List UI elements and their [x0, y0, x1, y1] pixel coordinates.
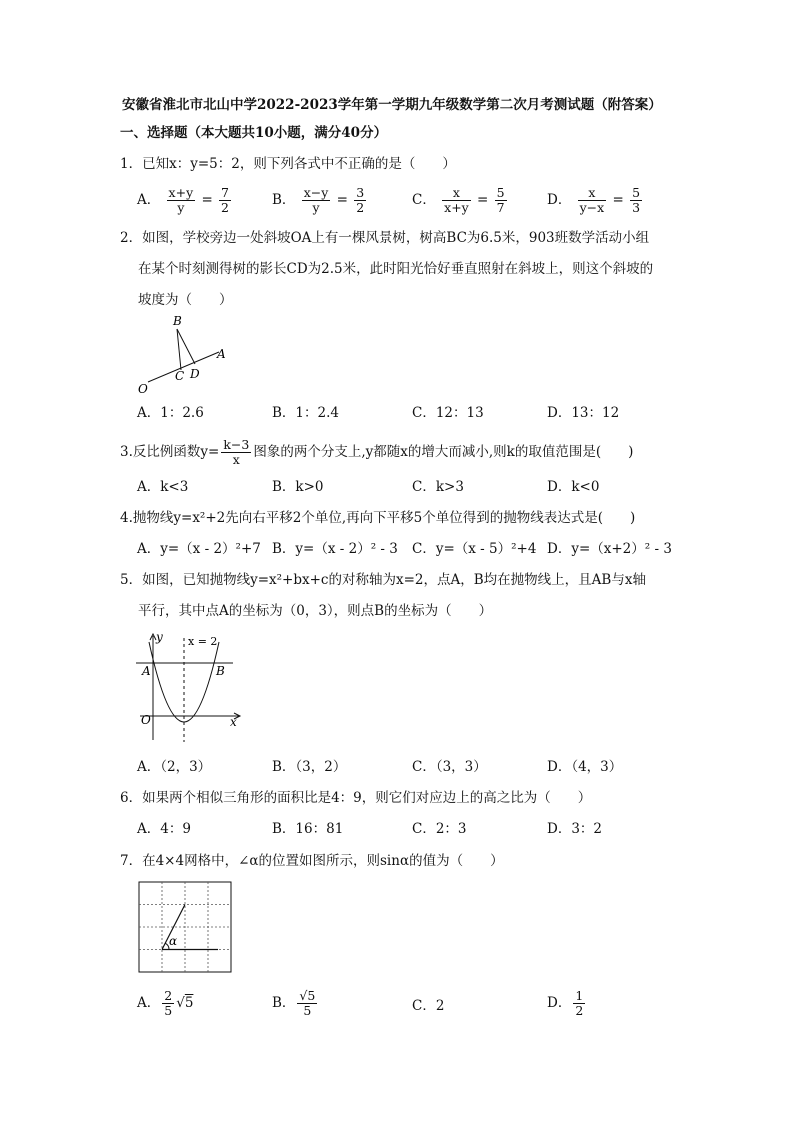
label-c: C [175, 369, 185, 383]
label-symmetry-axis: x = 2 [188, 635, 218, 648]
q5-parabola-figure [136, 630, 246, 745]
option-label: D． [547, 192, 572, 208]
equals-sign: = [612, 192, 624, 208]
section-heading: 一、选择题（本大题共10小题，满分40分） [120, 125, 388, 141]
fraction [573, 989, 585, 1018]
q4-option-c[interactable]: C．y=（x - 5）²+4 [412, 541, 537, 557]
denominator: x [232, 452, 240, 467]
q6-option-b[interactable]: B．16：81 [272, 821, 344, 837]
q7-option-d[interactable] [547, 989, 587, 1018]
label-o: O [141, 713, 151, 727]
denominator: 5 [164, 1003, 173, 1018]
grid-lines [139, 882, 231, 972]
q6-option-a[interactable]: A．4：9 [137, 821, 191, 837]
numerator: √5 [299, 988, 316, 1003]
label-y: y [156, 630, 163, 644]
q1-option-d[interactable] [547, 186, 644, 215]
numerator: 7 [221, 185, 229, 200]
fraction [302, 186, 331, 215]
denominator: y [177, 200, 185, 215]
q3-stem-pre: 3.反比例函数y= [120, 444, 220, 460]
option-label: B． [272, 995, 296, 1011]
label-d: D [190, 367, 200, 381]
q5-option-b[interactable]: B．（3，2） [272, 759, 347, 775]
fraction [578, 186, 607, 215]
label-a: A [142, 664, 151, 678]
equals-sign: = [201, 192, 213, 208]
radicand: 5 [184, 995, 194, 1011]
numerator: 5 [632, 185, 641, 200]
q1-option-c[interactable] [412, 186, 509, 215]
label-alpha: α [169, 934, 178, 948]
q6-option-d[interactable]: D．3：2 [547, 821, 603, 837]
fraction [630, 186, 642, 215]
fraction [219, 186, 231, 215]
q4-option-d[interactable]: D．y=（x+2）² - 3 [547, 541, 672, 557]
option-label: A． [137, 995, 161, 1011]
q3-stem [120, 438, 633, 467]
denominator: x+y [444, 200, 469, 215]
denominator: 2 [575, 1003, 584, 1018]
denominator: y [312, 200, 320, 215]
q2-option-b[interactable]: B．1：2.4 [272, 405, 339, 421]
q7-stem: 7．在4×4网格中，∠α的位置如图所示，则sinα的值为（ ） [120, 853, 504, 869]
fraction [297, 989, 317, 1018]
q7-option-a[interactable] [137, 989, 193, 1018]
q3-option-a[interactable]: A．k<3 [137, 479, 189, 495]
sqrt-icon: √ [176, 995, 185, 1011]
denominator: 7 [496, 200, 505, 215]
denominator: 5 [303, 1003, 312, 1018]
numerator: 2 [164, 988, 173, 1003]
fraction [167, 186, 196, 215]
q5-line1: 5．如图，已知抛物线y=x²+bx+c的对称轴为x=2，点A，B均在抛物线上，且AB与x轴 [120, 572, 646, 588]
q3-option-c[interactable]: C．k>3 [412, 479, 464, 495]
q2-option-a[interactable]: A．1：2.6 [137, 405, 204, 421]
q2-line3: 坡度为（ ） [138, 292, 233, 308]
numerator: 5 [496, 185, 505, 200]
q7-option-c[interactable]: C．2 [412, 998, 445, 1014]
q6-option-c[interactable]: C．2：3 [412, 821, 467, 837]
label-b: B [173, 314, 182, 328]
option-label: B． [272, 192, 296, 208]
numerator: x−y [303, 185, 329, 200]
fraction [442, 186, 471, 215]
equals-sign: = [477, 192, 489, 208]
label-x: x [230, 715, 237, 729]
q6-stem: 6．如果两个相似三角形的面积比是4：9，则它们对应边上的高之比为（ ） [120, 790, 592, 806]
numerator: 3 [356, 185, 365, 200]
q2-option-d[interactable]: D．13：12 [547, 405, 620, 421]
q3-option-b[interactable]: B．k>0 [272, 479, 324, 495]
q2-line2: 在某个时刻测得树的影长CD为2.5米，此时阳光恰好垂直照射在斜坡上，则这个斜坡的 [138, 261, 654, 277]
label-a: A [217, 347, 226, 361]
q4-option-b[interactable]: B．y=（x - 2）² - 3 [272, 541, 398, 557]
numerator: x+y [168, 185, 194, 200]
denominator: 2 [221, 200, 229, 215]
q5-line2: 平行，其中点A的坐标为（0，3），则点B的坐标为（ ） [138, 603, 493, 619]
q5-option-d[interactable]: D．（4，3） [547, 759, 623, 775]
page-title: 安徽省淮北市北山中学2022-2023学年第一学期九年级数学第二次月考测试题（附答案） [122, 97, 662, 113]
denominator: 3 [632, 200, 641, 215]
label-o: O [138, 382, 148, 396]
numerator: x [442, 186, 471, 201]
q1-option-b[interactable] [272, 186, 368, 215]
q2-line1: 2．如图，学校旁边一处斜坡OA上有一棵风景树，树高BC为6.5米，903班数学活动小组 [120, 230, 650, 246]
fraction [354, 186, 366, 215]
q2-option-c[interactable]: C．12：13 [412, 405, 484, 421]
option-label: A． [137, 192, 161, 208]
q3-option-d[interactable]: D．k<0 [547, 479, 600, 495]
q7-option-b[interactable] [272, 989, 319, 1018]
numerator: 1 [575, 988, 584, 1003]
option-label: D． [547, 995, 572, 1011]
denominator: 2 [356, 200, 365, 215]
option-label: C． [412, 192, 436, 208]
q5-option-a[interactable]: A．（2，3） [137, 759, 212, 775]
q7-grid-figure [138, 881, 233, 973]
q4-stem: 4.抛物线y=x²+2先向右平移2个单位,再向下平移5个单位得到的抛物线表达式是( ) [120, 510, 636, 526]
q3-stem-post: 图象的两个分支上,y都随x的增大而减小,则k的取值范围是( ) [253, 444, 634, 460]
q5-option-c[interactable]: C．（3，3） [412, 759, 487, 775]
label-b: B [216, 664, 225, 678]
q1-stem: 1．已知x：y=5：2，则下列各式中不正确的是（ ） [120, 156, 456, 172]
denominator: y−x [579, 200, 605, 215]
fraction [221, 438, 251, 467]
numerator: k−3 [223, 437, 250, 452]
fraction [162, 989, 174, 1018]
q1-option-a[interactable] [137, 186, 233, 215]
q2-slope-figure [135, 312, 235, 398]
fraction [495, 186, 507, 215]
q4-option-a[interactable]: A．y=（x - 2）²+7 [137, 541, 261, 557]
equals-sign: = [336, 192, 348, 208]
numerator: x [578, 186, 607, 201]
